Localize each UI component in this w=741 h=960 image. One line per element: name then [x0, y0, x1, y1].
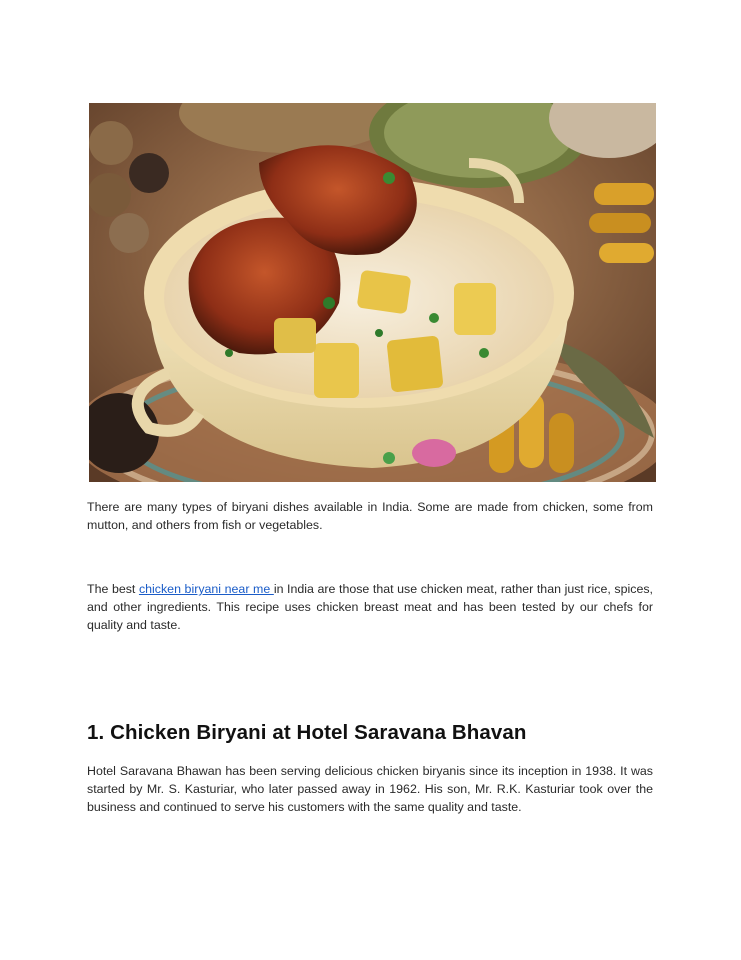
biryani-illustration: [89, 103, 656, 482]
best-biryani-paragraph: [87, 580, 653, 634]
biryani-photo: [89, 103, 656, 482]
paragraph-text-after: in India are those that use chicken meat, rather than just rice, spices, and other ingredients. This recipe uses chicken breast meat and has been tested by our chefs for quality and taste.: [87, 582, 653, 632]
intro-paragraph: There are many types of biryani dishes available in India. Some are made from chicken, some from mutton, and others from fish or vegetables.: [87, 500, 653, 532]
paragraph-text-before: The best: [87, 582, 139, 596]
section-heading: 1. Chicken Biryani at Hotel Saravana Bhavan: [87, 721, 527, 744]
chicken-biryani-link[interactable]: chicken biryani near me: [138, 582, 274, 596]
saravana-bhavan-paragraph: Hotel Saravana Bhawan has been serving delicious chicken biryanis since its inception in 1938. It was started by Mr. S. Kasturiar, who later passed away in 1962. His son, Mr. R.K. Kasturiar took over the business and continued to serve his customers with the same quality and taste.: [87, 764, 653, 814]
